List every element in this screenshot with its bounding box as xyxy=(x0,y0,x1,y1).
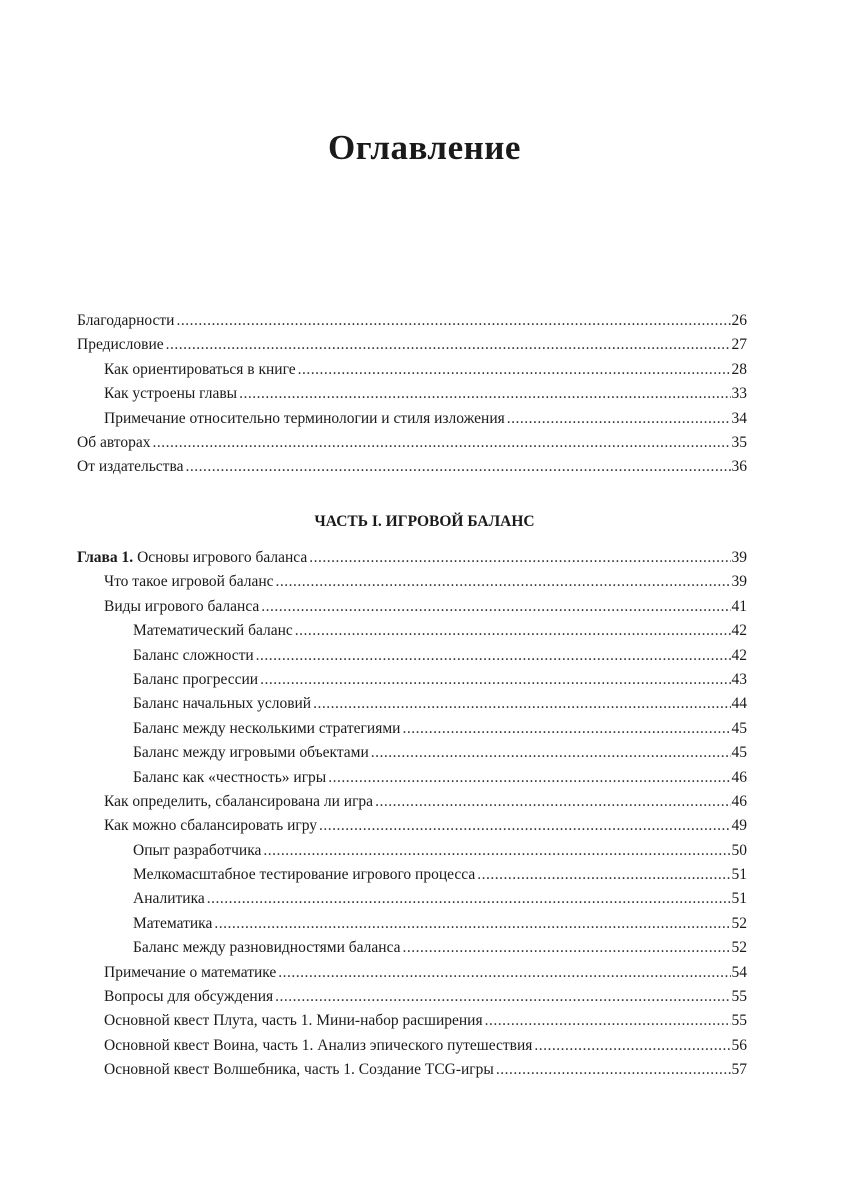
toc-entry[interactable] xyxy=(77,644,747,668)
toc-entry[interactable] xyxy=(77,382,747,406)
toc-entry[interactable] xyxy=(77,1009,747,1033)
dot-leader xyxy=(185,455,730,479)
toc-entry-text: От издательства xyxy=(77,458,184,476)
dot-leader xyxy=(261,595,730,619)
toc-entry-title xyxy=(104,358,296,382)
toc-entry-text: Баланс сложности xyxy=(133,646,254,664)
dot-leader xyxy=(239,382,730,406)
toc-page-number: 39 xyxy=(731,548,747,566)
toc-entry[interactable] xyxy=(77,814,747,838)
toc-page-number: 27 xyxy=(731,336,747,354)
toc-entry-text: Баланс между разновидностями баланса xyxy=(133,939,401,957)
dot-leader xyxy=(371,741,731,765)
toc-entry-title xyxy=(133,644,254,668)
toc-entry-text: Как определить, сбалансирована ли игра xyxy=(104,792,374,810)
toc-entry-text: Основной квест Волшебника, часть 1. Создание TCG-игры xyxy=(104,1061,494,1079)
toc-page-number: 46 xyxy=(731,792,747,810)
toc-entry[interactable] xyxy=(77,1034,747,1058)
toc-entry-text: Примечание относительно терминологии и стиля изложения xyxy=(104,409,505,427)
toc-page-number: 49 xyxy=(731,817,747,835)
toc-front-matter xyxy=(77,309,747,480)
toc-entry[interactable] xyxy=(77,912,747,936)
toc-entry-title xyxy=(104,595,259,619)
toc-entry[interactable] xyxy=(77,741,747,765)
toc-entry-text: Как можно сбалансировать игру xyxy=(104,817,318,835)
toc-page-number: 55 xyxy=(731,1012,747,1030)
part-heading: ЧАСТЬ I. ИГРОВОЙ БАЛАНС xyxy=(314,513,535,530)
dot-leader xyxy=(275,985,730,1009)
toc-entry-title xyxy=(133,887,205,911)
toc-entry[interactable] xyxy=(77,407,747,431)
dot-leader xyxy=(166,333,731,357)
toc-page-number: 51 xyxy=(731,890,747,908)
toc-entry-text: Баланс между несколькими стратегиями xyxy=(133,719,401,737)
toc-page-number: 50 xyxy=(731,841,747,859)
dot-leader xyxy=(278,961,730,985)
toc-entry[interactable] xyxy=(77,717,747,741)
toc-page-number: 51 xyxy=(731,866,747,884)
dot-leader xyxy=(276,570,731,594)
toc-entry-text: Виды игрового баланса xyxy=(104,597,260,615)
toc-page-number: 52 xyxy=(731,939,747,957)
toc-entry[interactable] xyxy=(77,790,747,814)
toc-page-number: 28 xyxy=(731,360,747,378)
toc-entry-text: Баланс начальных условий xyxy=(133,695,312,713)
toc-page-number: 46 xyxy=(731,768,747,786)
toc-entry[interactable] xyxy=(77,309,747,333)
toc-entry-text: Благодарности xyxy=(77,311,175,329)
toc-entry-title xyxy=(77,333,164,357)
toc-entry-title xyxy=(133,619,293,643)
toc-page-number: 45 xyxy=(731,719,747,737)
dot-leader xyxy=(328,766,730,790)
toc-entry-text: Как ориентироваться в книге xyxy=(104,360,296,378)
page-title: Оглавление xyxy=(328,128,521,167)
toc-page-number: 45 xyxy=(731,744,747,762)
toc-entry-title xyxy=(104,961,276,985)
toc-entry[interactable] xyxy=(77,333,747,357)
toc-entry-title xyxy=(133,912,212,936)
dot-leader xyxy=(313,692,730,716)
toc-entry-title xyxy=(104,790,373,814)
toc-page-number: 52 xyxy=(731,914,747,932)
dot-leader xyxy=(214,912,730,936)
dot-leader xyxy=(496,1058,731,1082)
toc-entry-text: Основы игрового баланса xyxy=(137,548,308,566)
toc-part-1 xyxy=(77,546,747,1083)
dot-leader xyxy=(403,936,731,960)
toc-page-number: 42 xyxy=(731,646,747,664)
toc-page-number: 44 xyxy=(731,695,747,713)
dot-leader xyxy=(402,717,730,741)
dot-leader xyxy=(298,358,731,382)
toc-page-number: 39 xyxy=(731,573,747,591)
toc-entry-title xyxy=(133,692,311,716)
toc-entry-title xyxy=(77,455,183,479)
toc-entry-title xyxy=(104,814,317,838)
toc-page-number: 36 xyxy=(731,458,747,476)
toc-entry-text: Математика xyxy=(133,914,213,932)
toc-entry[interactable] xyxy=(77,570,747,594)
toc-entry[interactable] xyxy=(77,595,747,619)
toc-entry-title xyxy=(104,985,273,1009)
toc-entry[interactable] xyxy=(77,546,747,570)
dot-leader xyxy=(375,790,730,814)
toc-entry-title xyxy=(104,570,274,594)
toc-entry-text: Как устроены главы xyxy=(104,385,238,403)
chapter-prefix: Глава 1. xyxy=(77,548,134,566)
toc-entry-title xyxy=(133,863,475,887)
toc-entry-text: Аналитика xyxy=(133,890,205,908)
toc-entry-text: Примечание о математике xyxy=(104,963,277,981)
toc-entry-title xyxy=(77,431,150,455)
toc-entry-title xyxy=(77,546,307,570)
toc-entry-text: Что такое игровой баланс xyxy=(104,573,274,591)
toc-entry-text: Математический баланс xyxy=(133,622,293,640)
toc-page-number: 33 xyxy=(731,385,747,403)
toc-entry[interactable] xyxy=(77,455,747,479)
toc-entry-title xyxy=(104,1009,483,1033)
toc-entry[interactable] xyxy=(77,358,747,382)
toc-entry-text: Основной квест Плута, часть 1. Мини-набор расширения xyxy=(104,1012,483,1030)
toc-entry-text: Об авторах xyxy=(77,433,151,451)
toc-entry[interactable] xyxy=(77,887,747,911)
toc-entry[interactable] xyxy=(77,668,747,692)
toc-entry-title xyxy=(104,382,237,406)
toc-entry-title xyxy=(104,1058,494,1082)
toc-entry-text: Опыт разработчика xyxy=(133,841,262,859)
dot-leader xyxy=(295,619,731,643)
toc-page-number: 34 xyxy=(731,409,747,427)
toc-entry[interactable] xyxy=(77,766,747,790)
toc-entry-text: Баланс прогрессии xyxy=(133,670,259,688)
toc-page-number: 55 xyxy=(731,988,747,1006)
dot-leader xyxy=(319,814,730,838)
toc-entry-title xyxy=(77,309,174,333)
toc-entry-title xyxy=(133,839,261,863)
toc-entry-title xyxy=(133,717,400,741)
dot-leader xyxy=(260,668,730,692)
toc-entry-text: Баланс как «честность» игры xyxy=(133,768,327,786)
dot-leader xyxy=(477,863,730,887)
toc-entry-title xyxy=(133,668,258,692)
toc-entry[interactable] xyxy=(77,692,747,716)
toc-page-number: 57 xyxy=(731,1061,747,1079)
dot-leader xyxy=(507,407,731,431)
toc-page-number: 56 xyxy=(731,1036,747,1054)
toc-entry-title xyxy=(104,407,505,431)
toc-entry[interactable] xyxy=(77,619,747,643)
toc-entry-title xyxy=(133,936,401,960)
toc-entry[interactable] xyxy=(77,839,747,863)
toc-entry[interactable] xyxy=(77,936,747,960)
toc-entry-text: Мелкомасштабное тестирование игрового процесса xyxy=(133,866,476,884)
toc-entry[interactable] xyxy=(77,961,747,985)
toc-page-number: 54 xyxy=(731,963,747,981)
dot-leader xyxy=(263,839,730,863)
toc-page-number: 42 xyxy=(731,622,747,640)
toc-page-number: 35 xyxy=(731,433,747,451)
toc-entry[interactable] xyxy=(77,431,747,455)
toc-entry-text: Основной квест Воина, часть 1. Анализ эпического путешествия xyxy=(104,1036,533,1054)
toc-entry-title xyxy=(133,741,369,765)
toc-page-number: 43 xyxy=(731,670,747,688)
toc-page-number: 41 xyxy=(731,597,747,615)
dot-leader xyxy=(207,887,731,911)
toc-entry[interactable] xyxy=(77,985,747,1009)
dot-leader xyxy=(256,644,731,668)
toc-entry-title xyxy=(104,1034,532,1058)
dot-leader xyxy=(309,546,730,570)
toc-entry-text: Вопросы для обсуждения xyxy=(104,988,274,1006)
toc-entry-title xyxy=(133,766,326,790)
dot-leader xyxy=(152,431,730,455)
toc-entry-text: Предисловие xyxy=(77,336,164,354)
toc-page-number: 26 xyxy=(731,311,747,329)
toc-entry[interactable] xyxy=(77,1058,747,1082)
dot-leader xyxy=(176,309,730,333)
toc-entry-text: Баланс между игровыми объектами xyxy=(133,744,369,762)
toc-entry[interactable] xyxy=(77,863,747,887)
dot-leader xyxy=(485,1009,731,1033)
dot-leader xyxy=(534,1034,730,1058)
